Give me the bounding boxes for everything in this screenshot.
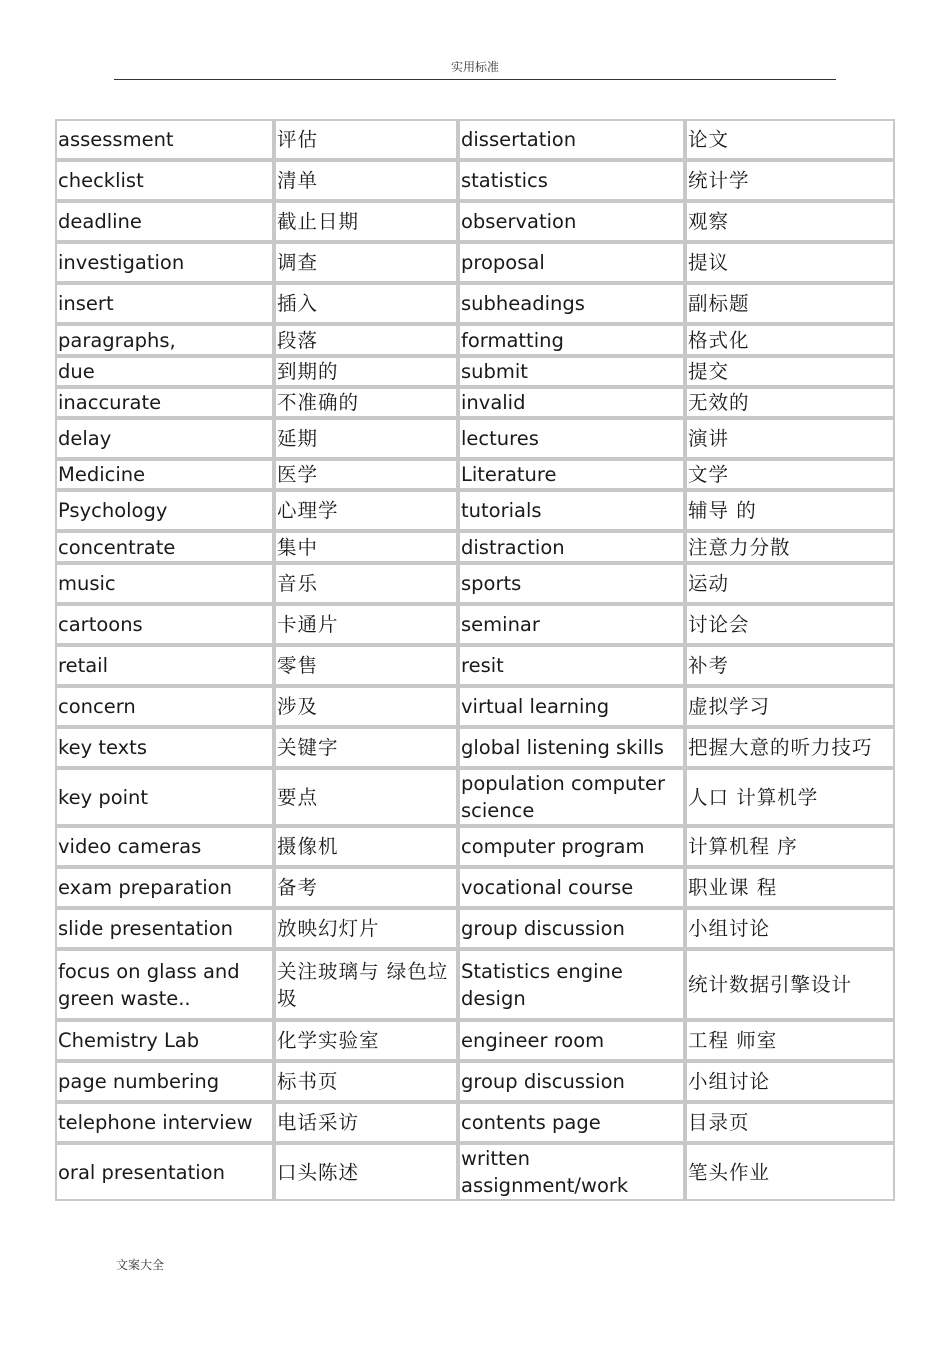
english-term-cell: computer program — [458, 826, 685, 867]
table-row — [55, 686, 895, 727]
english-term-cell: invalid — [458, 387, 685, 418]
chinese-translation-cell: 职业课 程 — [685, 867, 895, 908]
table-row — [55, 119, 895, 160]
english-term-cell: Statistics engine design — [458, 949, 685, 1020]
english-term-cell: observation — [458, 201, 685, 242]
chinese-translation-cell: 小组讨论 — [685, 908, 895, 949]
table-row — [55, 356, 895, 387]
english-term-cell: exam preparation — [55, 867, 274, 908]
english-term-cell: global listening skills — [458, 727, 685, 768]
table-row — [55, 459, 895, 490]
chinese-translation-cell: 人口 计算机学 — [685, 768, 895, 826]
english-term-cell: tutorials — [458, 490, 685, 531]
english-term-cell: engineer room — [458, 1020, 685, 1061]
chinese-translation-cell: 到期的 — [274, 356, 458, 387]
english-term-cell: virtual learning — [458, 686, 685, 727]
chinese-translation-cell: 统计学 — [685, 160, 895, 201]
english-term-cell: concern — [55, 686, 274, 727]
table-row — [55, 1143, 895, 1201]
chinese-translation-cell: 化学实验室 — [274, 1020, 458, 1061]
chinese-translation-cell: 标书页 — [274, 1061, 458, 1102]
chinese-translation-cell: 音乐 — [274, 563, 458, 604]
chinese-translation-cell: 把握大意的听力技巧 — [685, 727, 895, 768]
table-row — [55, 908, 895, 949]
table-row — [55, 949, 895, 1020]
english-term-cell: oral presentation — [55, 1143, 274, 1201]
chinese-translation-cell: 集中 — [274, 531, 458, 563]
english-term-cell: proposal — [458, 242, 685, 283]
english-term-cell: dissertation — [458, 119, 685, 160]
english-term-cell: key point — [55, 768, 274, 826]
chinese-translation-cell: 格式化 — [685, 324, 895, 356]
english-term-cell: music — [55, 563, 274, 604]
vocabulary-table-body — [55, 119, 895, 1201]
english-term-cell: inaccurate — [55, 387, 274, 418]
chinese-translation-cell: 辅导 的 — [685, 490, 895, 531]
english-term-cell: written assignment/work — [458, 1143, 685, 1201]
chinese-translation-cell: 计算机程 序 — [685, 826, 895, 867]
english-term-cell: population computer science — [458, 768, 685, 826]
chinese-translation-cell: 目录页 — [685, 1102, 895, 1143]
english-term-cell: video cameras — [55, 826, 274, 867]
english-term-cell: lectures — [458, 418, 685, 459]
english-term-cell: submit — [458, 356, 685, 387]
english-term-cell: resit — [458, 645, 685, 686]
english-term-cell: delay — [55, 418, 274, 459]
chinese-translation-cell: 要点 — [274, 768, 458, 826]
chinese-translation-cell: 运动 — [685, 563, 895, 604]
chinese-translation-cell: 医学 — [274, 459, 458, 490]
english-term-cell: statistics — [458, 160, 685, 201]
english-term-cell: Literature — [458, 459, 685, 490]
english-term-cell: paragraphs, — [55, 324, 274, 356]
chinese-translation-cell: 涉及 — [274, 686, 458, 727]
english-term-cell: Medicine — [55, 459, 274, 490]
table-row — [55, 201, 895, 242]
chinese-translation-cell: 电话采访 — [274, 1102, 458, 1143]
table-row — [55, 160, 895, 201]
english-term-cell: vocational course — [458, 867, 685, 908]
chinese-translation-cell: 讨论会 — [685, 604, 895, 645]
chinese-translation-cell: 清单 — [274, 160, 458, 201]
chinese-translation-cell: 小组讨论 — [685, 1061, 895, 1102]
chinese-translation-cell: 延期 — [274, 418, 458, 459]
chinese-translation-cell: 不准确的 — [274, 387, 458, 418]
english-term-cell: key texts — [55, 727, 274, 768]
vocabulary-table — [55, 119, 895, 1201]
table-row — [55, 283, 895, 324]
chinese-translation-cell: 论文 — [685, 119, 895, 160]
chinese-translation-cell: 口头陈述 — [274, 1143, 458, 1201]
english-term-cell: seminar — [458, 604, 685, 645]
table-row — [55, 563, 895, 604]
chinese-translation-cell: 截止日期 — [274, 201, 458, 242]
english-term-cell: formatting — [458, 324, 685, 356]
chinese-translation-cell: 观察 — [685, 201, 895, 242]
header-divider — [114, 79, 836, 80]
chinese-translation-cell: 文学 — [685, 459, 895, 490]
chinese-translation-cell: 放映幻灯片 — [274, 908, 458, 949]
table-row — [55, 242, 895, 283]
chinese-translation-cell: 无效的 — [685, 387, 895, 418]
english-term-cell: telephone interview — [55, 1102, 274, 1143]
chinese-translation-cell: 零售 — [274, 645, 458, 686]
chinese-translation-cell: 摄像机 — [274, 826, 458, 867]
table-row — [55, 1102, 895, 1143]
chinese-translation-cell: 关注玻璃与 绿色垃圾 — [274, 949, 458, 1020]
chinese-translation-cell: 演讲 — [685, 418, 895, 459]
chinese-translation-cell: 虚拟学习 — [685, 686, 895, 727]
chinese-translation-cell: 评估 — [274, 119, 458, 160]
english-term-cell: focus on glass and green waste.. — [55, 949, 274, 1020]
chinese-translation-cell: 提交 — [685, 356, 895, 387]
english-term-cell: due — [55, 356, 274, 387]
english-term-cell: checklist — [55, 160, 274, 201]
chinese-translation-cell: 段落 — [274, 324, 458, 356]
table-row — [55, 768, 895, 826]
table-row — [55, 867, 895, 908]
english-term-cell: cartoons — [55, 604, 274, 645]
page-footer-text: 文案大全 — [116, 1258, 165, 1272]
english-term-cell: retail — [55, 645, 274, 686]
table-row — [55, 387, 895, 418]
chinese-translation-cell: 工程 师室 — [685, 1020, 895, 1061]
english-term-cell: investigation — [55, 242, 274, 283]
table-row — [55, 418, 895, 459]
english-term-cell: insert — [55, 283, 274, 324]
chinese-translation-cell: 注意力分散 — [685, 531, 895, 563]
table-row — [55, 604, 895, 645]
chinese-translation-cell: 提议 — [685, 242, 895, 283]
english-term-cell: page numbering — [55, 1061, 274, 1102]
chinese-translation-cell: 笔头作业 — [685, 1143, 895, 1201]
english-term-cell: slide presentation — [55, 908, 274, 949]
english-term-cell: sports — [458, 563, 685, 604]
table-row — [55, 645, 895, 686]
chinese-translation-cell: 心理学 — [274, 490, 458, 531]
table-row — [55, 1061, 895, 1102]
page-header-title: 实用标准 — [450, 60, 499, 74]
english-term-cell: Psychology — [55, 490, 274, 531]
table-row — [55, 324, 895, 356]
chinese-translation-cell: 补考 — [685, 645, 895, 686]
table-row — [55, 1020, 895, 1061]
chinese-translation-cell: 调查 — [274, 242, 458, 283]
table-row — [55, 727, 895, 768]
table-row — [55, 826, 895, 867]
chinese-translation-cell: 卡通片 — [274, 604, 458, 645]
english-term-cell: concentrate — [55, 531, 274, 563]
english-term-cell: distraction — [458, 531, 685, 563]
table-row — [55, 531, 895, 563]
english-term-cell: assessment — [55, 119, 274, 160]
chinese-translation-cell: 备考 — [274, 867, 458, 908]
chinese-translation-cell: 关键字 — [274, 727, 458, 768]
chinese-translation-cell: 统计数据引擎设计 — [685, 949, 895, 1020]
english-term-cell: subheadings — [458, 283, 685, 324]
english-term-cell: deadline — [55, 201, 274, 242]
chinese-translation-cell: 插入 — [274, 283, 458, 324]
english-term-cell: group discussion — [458, 1061, 685, 1102]
english-term-cell: group discussion — [458, 908, 685, 949]
english-term-cell: Chemistry Lab — [55, 1020, 274, 1061]
table-row — [55, 490, 895, 531]
chinese-translation-cell: 副标题 — [685, 283, 895, 324]
english-term-cell: contents page — [458, 1102, 685, 1143]
